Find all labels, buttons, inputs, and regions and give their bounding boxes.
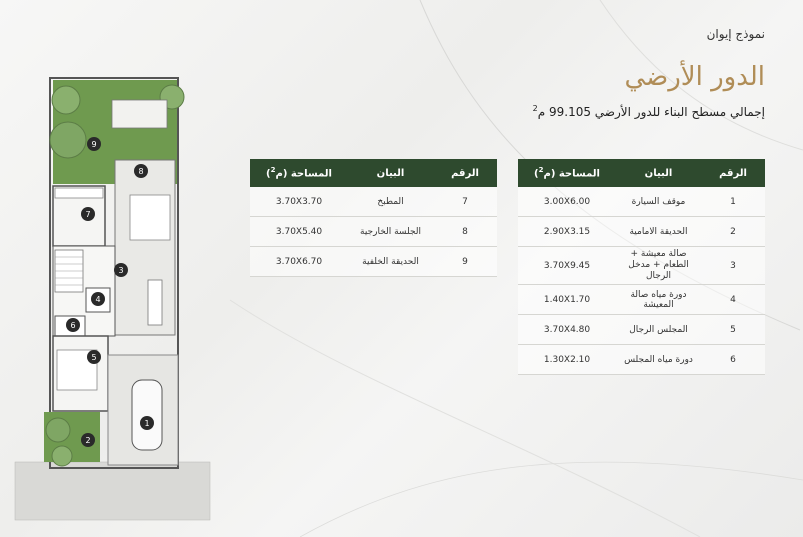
header-area — [250, 159, 348, 187]
garden-lounge — [112, 100, 167, 128]
marker-3-label: 3 — [118, 266, 124, 275]
header-area-sup: 2 — [270, 166, 276, 175]
row-num: 1 — [701, 187, 765, 217]
header-area-close: ) — [266, 168, 271, 180]
tree — [52, 86, 80, 114]
row-area: 3.00X6.00 — [518, 187, 616, 217]
header-area-text: المساحة (م — [275, 168, 332, 180]
row-num: 8 — [433, 217, 497, 247]
row-desc: موقف السيارة — [616, 187, 701, 217]
header-num: الرقم — [701, 159, 765, 187]
car — [132, 380, 162, 450]
row-area: 1.40X1.70 — [518, 285, 616, 315]
rooms-table-right — [518, 159, 765, 375]
total-area-text: إجمالي مسطح البناء للدور الأرضي 99.105 م — [537, 105, 765, 119]
row-num: 5 — [701, 315, 765, 345]
row-desc: دورة مياه صالة المعيشة — [616, 285, 701, 315]
row-area: 2.90X3.15 — [518, 217, 616, 247]
rooms-table-left — [250, 159, 497, 277]
model-name: نموذج إيوان — [706, 27, 765, 41]
header-desc: البيان — [616, 159, 701, 187]
row-desc: دورة مياه المجلس — [616, 345, 701, 375]
row-area: 3.70X3.70 — [250, 187, 348, 217]
marker-2-label: 2 — [85, 436, 91, 445]
tree — [46, 418, 70, 442]
row-num: 6 — [701, 345, 765, 375]
row-desc: الحديقة الامامية — [616, 217, 701, 247]
table-row — [518, 247, 765, 285]
table-row — [518, 187, 765, 217]
header-area-close: ) — [534, 168, 539, 180]
table-row — [250, 187, 497, 217]
floor-plan — [0, 0, 230, 537]
tree — [52, 446, 72, 466]
marker-6-label: 6 — [70, 321, 76, 330]
row-area: 3.70X9.45 — [518, 247, 616, 285]
row-num: 4 — [701, 285, 765, 315]
marker-4 — [91, 292, 105, 306]
marker-7-label: 7 — [85, 210, 91, 219]
marker-9-label: 9 — [91, 140, 97, 149]
table-row — [250, 247, 497, 277]
row-area: 3.70X6.70 — [250, 247, 348, 277]
table-row — [518, 315, 765, 345]
tree — [50, 122, 86, 158]
row-num: 3 — [701, 247, 765, 285]
marker-9 — [87, 137, 101, 151]
row-desc: المطبخ — [348, 187, 433, 217]
marker-3 — [114, 263, 128, 277]
table-row — [250, 217, 497, 247]
table-row — [518, 217, 765, 247]
marker-8-label: 8 — [138, 167, 144, 176]
floor-title: الدور الأرضي — [624, 62, 765, 92]
sidewalk — [15, 462, 210, 520]
row-area: 3.70X5.40 — [250, 217, 348, 247]
table-header-row — [518, 159, 765, 187]
total-area — [533, 104, 765, 119]
header-area — [518, 159, 616, 187]
header-area-text: المساحة (م — [543, 168, 600, 180]
marker-7 — [81, 207, 95, 221]
marker-2 — [81, 433, 95, 447]
dining-table — [148, 280, 162, 325]
total-area-sup: 2 — [532, 104, 538, 113]
sofa — [130, 195, 170, 240]
table-header-row — [250, 159, 497, 187]
header-area-sup: 2 — [538, 166, 544, 175]
marker-5-label: 5 — [91, 353, 97, 362]
header-num: الرقم — [433, 159, 497, 187]
table-row — [518, 345, 765, 375]
marker-8 — [134, 164, 148, 178]
kitchen-counter — [55, 188, 103, 198]
marker-6 — [66, 318, 80, 332]
row-num: 9 — [433, 247, 497, 277]
row-desc: الحديقة الخلفية — [348, 247, 433, 277]
marker-1 — [140, 416, 154, 430]
header-desc: البيان — [348, 159, 433, 187]
row-desc: الجلسة الخارجية — [348, 217, 433, 247]
row-desc: المجلس الرجال — [616, 315, 701, 345]
row-desc: صالة معيشة + الطعام + مدخل الرجال — [616, 247, 701, 285]
outdoor-seating-area — [115, 160, 175, 335]
marker-4-label: 4 — [95, 295, 101, 304]
table-row — [518, 285, 765, 315]
row-area: 3.70X4.80 — [518, 315, 616, 345]
marker-1-label: 1 — [144, 419, 150, 428]
row-area: 1.30X2.10 — [518, 345, 616, 375]
row-num: 7 — [433, 187, 497, 217]
row-num: 2 — [701, 217, 765, 247]
marker-5 — [87, 350, 101, 364]
